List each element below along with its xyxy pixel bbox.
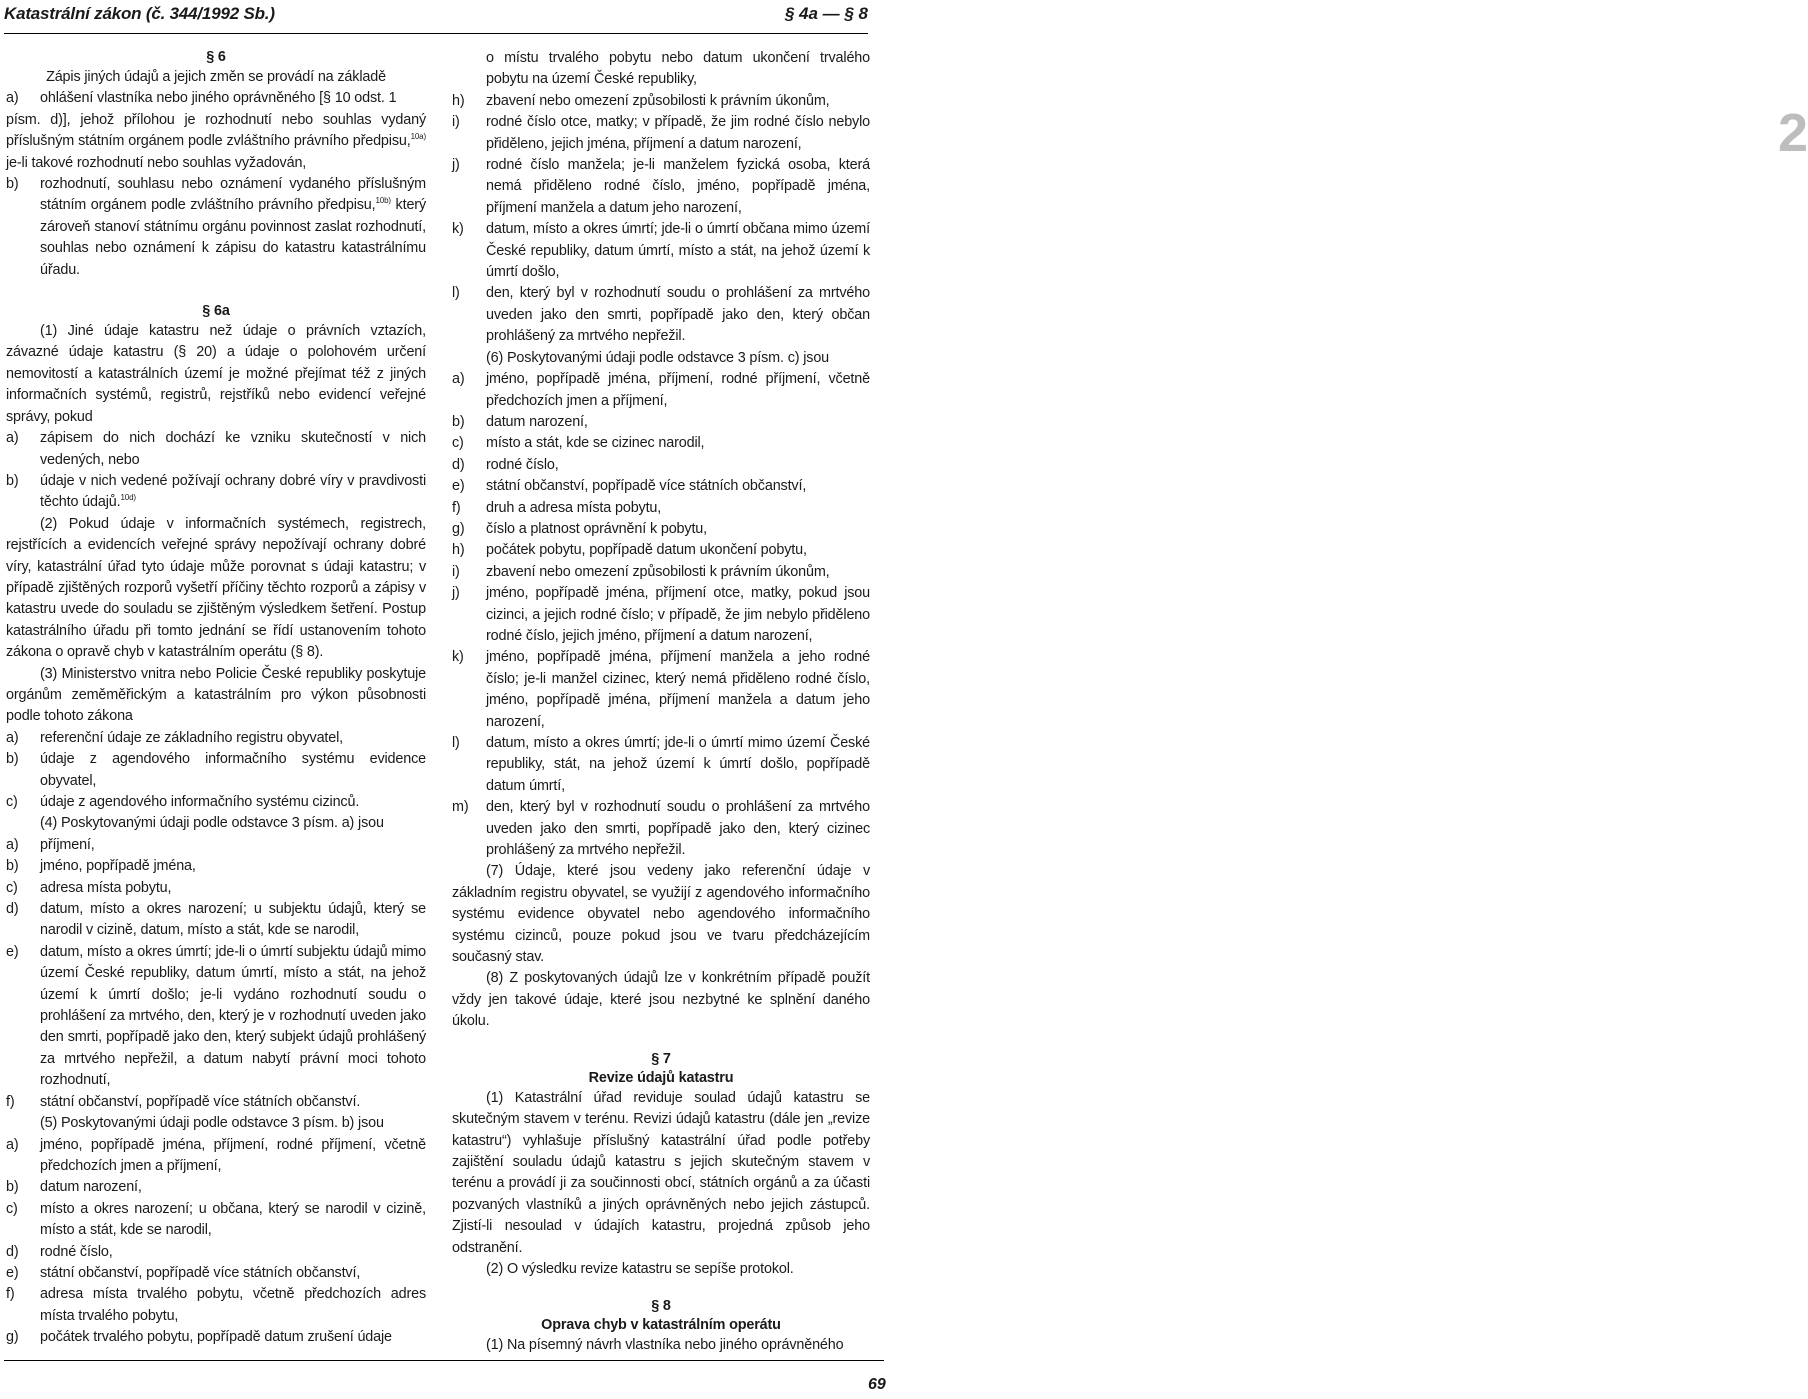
item-text: datum, místo a okres úmrtí; jde-li o úmrtí občana mimo území České republiky, datum úmrtí, místo a stát, na jehož území k úmrtí došlo, xyxy=(486,221,870,281)
section-7-paragraph-2: (2) O výsledku revize katastru se sepíše protokol. xyxy=(486,1260,794,1277)
paragraph-7: (7) Údaje, které jsou vedeny jako referenční údaje v základním registru obyvatel, se využijí z agendového informačního systému evidence obyvatel nebo agendového informačního systému cizinců, pouze pokud jsou ve tvaru předcházejícím současný stav. xyxy=(452,863,870,966)
item-marker: b) xyxy=(6,751,19,768)
item-text: jméno, popřípadě jména, xyxy=(40,858,196,875)
item-marker: a) xyxy=(6,836,19,853)
item-marker: a) xyxy=(6,430,19,447)
chapter-number: 2 xyxy=(1778,103,1808,163)
item-marker: j) xyxy=(452,157,460,174)
page-number: 69 xyxy=(868,1376,886,1393)
item-text: rodné číslo, xyxy=(40,1243,113,1260)
item-text: jméno, popřípadě jména, příjmení otce, matky, pokud jsou cizinci, a jejich rodné číslo; v případě, že jim nebylo přiděleno rodné číslo, jejich jméno, příjmení a datum narození, xyxy=(486,585,870,644)
cont-list xyxy=(452,91,870,348)
list-item xyxy=(6,1135,426,1178)
item-marker: i) xyxy=(452,563,460,580)
section-6a-heading: § 6a xyxy=(202,303,230,320)
item-marker: j) xyxy=(452,585,460,602)
list-item xyxy=(6,749,426,792)
item-text: ohlášení vlastníka nebo jiného oprávněného [§ 10 odst. 1 xyxy=(40,90,397,107)
item-marker: i) xyxy=(452,114,460,131)
item-text: rodné číslo, xyxy=(486,456,559,473)
list-item xyxy=(452,562,870,583)
section-range: § 4a — § 8 xyxy=(784,4,868,23)
item-text: rodné číslo otce, matky; v případě, že jim rodné číslo nebylo přiděleno, jejich jména, příjmení a datum narození, xyxy=(486,114,870,152)
item-marker: m) xyxy=(452,799,469,816)
list-item xyxy=(6,1284,426,1327)
section-6-intro: Zápis jiných údajů a jejich změn se provádí na základě xyxy=(46,69,386,85)
list-item xyxy=(452,498,870,519)
item-text: referenční údaje ze základního registru obyvatel, xyxy=(40,729,344,746)
item-marker: a) xyxy=(6,1136,19,1153)
item-text: údaje z agendového informačního systému cizinců. xyxy=(40,794,360,810)
paragraph-8: (8) Z poskytovaných údajů lze v konkrétním případě použít vždy jen takové údaje, které jsou nezbytné ke splnění daného úkolu. xyxy=(452,970,870,1030)
item-marker: l) xyxy=(452,285,460,302)
list-item xyxy=(452,540,870,561)
item-marker: d) xyxy=(6,901,19,918)
p5-list xyxy=(6,1135,426,1349)
item-text: o místu trvalého pobytu nebo datum ukončení trvalého pobytu na území České republiky, xyxy=(486,50,870,88)
item-marker: b) xyxy=(6,176,19,193)
section-6-a-cont: písm. d)], jehož přílohou je rozhodnutí nebo souhlas vydaný příslušným státním orgánem podle zvláštního právního předpisu,$^{10a)}$ je-li takové rozhodnutí nebo souhlas vyžadován, xyxy=(6,111,426,171)
right-column xyxy=(452,48,870,1357)
running-title: Katastrální zákon (č. 344/1992 Sb.) xyxy=(4,4,275,23)
list-item xyxy=(6,428,426,471)
list-item xyxy=(452,476,870,497)
item-text: rodné číslo manžela; je-li manželem fyzická osoba, která nemá přiděleno rodné číslo, jméno, popřípadě jména, příjmení manžela a datum jeho narození, xyxy=(486,157,870,216)
item-text: datum, místo a okres úmrtí; jde-li o úmrtí mimo území České republiky, stát, na jehož území k úmrtí došlo, popřípadě datum úmrtí, xyxy=(486,735,870,794)
item-text: jméno, popřípadě jména, příjmení manžela a jeho rodné číslo; je-li manžel cizinec, který nemá přiděleno rodné číslo, jméno, popřípadě jména, příjmení manžela a datum jeho narození, xyxy=(486,649,870,730)
item-marker: k) xyxy=(452,649,464,666)
section-8-paragraph-1: (1) Na písemný návrh vlastníka nebo jiného oprávněného xyxy=(486,1337,844,1354)
list-item xyxy=(452,733,870,797)
item-text: adresa místa trvalého pobytu, včetně předchozích adres místa trvalého pobytu, xyxy=(40,1286,426,1324)
item-marker: b) xyxy=(6,472,19,489)
list-item xyxy=(452,455,870,476)
list-item xyxy=(452,219,870,283)
list-item xyxy=(6,1263,426,1284)
list-item xyxy=(6,942,426,1092)
item-text: druh a adresa místa pobytu, xyxy=(486,499,662,516)
list-item xyxy=(6,728,426,749)
item-marker: f) xyxy=(6,1093,15,1110)
list-item xyxy=(6,792,426,813)
item-text: státní občanství, popřípadě více státních občanství, xyxy=(486,478,807,495)
list-item xyxy=(452,583,870,647)
item-marker: b) xyxy=(6,858,19,875)
item-text: místo a okres narození; u občana, který se narodil v cizině, místo a stát, kde se narodil, xyxy=(40,1200,426,1239)
list-item xyxy=(6,1177,426,1198)
section-7-paragraph-1: (1) Katastrální úřad reviduje soulad údajů katastru se skutečným stavem v terénu. Revizi údajů katastru (dále jen „revize katastru“) vyhlašuje příslušný katastrální úřad podle potřeby zajištění souladu údajů katastru s jejich skutečným stavem v terénu a provádí ji za součinnosti obcí, státních orgánů a za účasti pozvaných vlastníků a jiných oprávněných nebo jejich zástupců. Zjistí-li nesoulad v údajích katastru, projedná způsob jeho odstranění. xyxy=(452,1089,870,1256)
item-text: den, který byl v rozhodnutí soudu o prohlášení za mrtvého uveden jako den smrti, popřípadě jako den, který občan prohlášený za mrtvého nepřežil. xyxy=(486,285,870,345)
item-text: zbavení nebo omezení způsobilosti k právním úkonům, xyxy=(486,92,830,109)
item-marker: c) xyxy=(452,435,464,452)
item-marker: f) xyxy=(452,499,461,516)
list-item xyxy=(452,797,870,861)
section-8-heading: § 8 xyxy=(651,1298,671,1315)
list-item-continued xyxy=(452,48,870,91)
item-marker: e) xyxy=(6,1264,19,1281)
item-text: datum, místo a okres úmrtí; jde-li o úmrtí subjektu údajů mimo území České republiky, datum úmrtí, místo a stát, na jehož území k úmrtí došlo; je-li vydáno rozhodnutí soudu o prohlášení za mrtvého, den, který je v rozhodnutí uveden jako den smrti, popřípadě jako den, který subjekt údajů prohlášený za mrtvého nepřežil, a datum nabytí právní moci tohoto rozhodnutí, xyxy=(40,943,426,1089)
item-text: adresa místa pobytu, xyxy=(40,879,172,896)
item-text: státní občanství, popřípadě více státních občanství. xyxy=(40,1093,361,1110)
header-rule xyxy=(4,33,868,34)
paragraph-2: (2) Pokud údaje v informačních systémech, registrech, rejstřících a evidencích veřejné správy nepožívají ochrany dobré víry, katastrální úřad tyto údaje může porovnat s údaji katastru; v případě zjištěných rozporů vyšetří příčiny těchto rozporů a zápisy v katastru uvede do souladu se zjištěným výsledkem šetření. Postup katastrálního úřadu při tomto jednání se řídí ustanovením tohoto zákona o opravě chyb v katastrálním operátu (§ 8). xyxy=(6,515,426,661)
list-item xyxy=(452,412,870,433)
item-marker: f) xyxy=(6,1286,15,1303)
section-6-heading: § 6 xyxy=(206,49,226,65)
list-item xyxy=(452,433,870,454)
item-marker: e) xyxy=(6,943,19,960)
list-item xyxy=(6,899,426,942)
item-marker: c) xyxy=(6,879,18,896)
item-text: číslo a platnost oprávnění k pobytu, xyxy=(486,520,707,537)
item-text: datum, místo a okres narození; u subjektu údajů, který se narodil v cizině, datum, místo a stát, kde se narodil, xyxy=(40,901,426,939)
section-8-title: Oprava chyb v katastrálním operátu xyxy=(541,1317,781,1334)
item-marker: l) xyxy=(452,735,460,751)
item-text: údaje z agendového informačního systému evidence obyvatel, xyxy=(40,751,426,789)
list-item xyxy=(452,647,870,733)
item-marker: a) xyxy=(6,729,19,746)
list-item: b) údaje v nich vedené požívají ochrany dobré víry v pravdivosti těchto údajů.$^{10d)}$ xyxy=(6,471,426,514)
paragraph-6: (6) Poskytovanými údaji podle odstavce 3 písm. c) jsou xyxy=(486,349,830,366)
item-marker: d) xyxy=(452,456,465,473)
item-text: jméno, popřípadě jména, příjmení, rodné příjmení, včetně předchozích jmen a příjmení, xyxy=(40,1136,426,1174)
section-7-title: Revize údajů katastru xyxy=(588,1069,734,1086)
left-column xyxy=(6,48,426,1349)
list-item xyxy=(6,1199,426,1242)
item-marker: k) xyxy=(452,221,464,238)
list-item xyxy=(6,878,426,899)
item-text: jméno, popřípadě jména, příjmení, rodné příjmení, včetně předchozích jmen a příjmení, xyxy=(486,371,870,409)
list-item xyxy=(452,155,870,219)
list-item xyxy=(452,369,870,412)
section-7-heading: § 7 xyxy=(651,1050,671,1067)
item-text: datum narození, xyxy=(40,1179,142,1196)
item-marker: e) xyxy=(452,478,465,495)
item-marker: b) xyxy=(6,1179,19,1196)
list-item xyxy=(6,856,426,877)
item-text: den, který byl v rozhodnutí soudu o prohlášení za mrtvého uveden jako den smrti, popřípadě jako den, který cizinec prohlášený za mrtvého nepřežil. xyxy=(486,799,870,859)
paragraph-5: (5) Poskytovanými údaji podle odstavce 3 písm. b) jsou xyxy=(40,1115,384,1132)
page-header xyxy=(0,0,960,40)
item-marker: a) xyxy=(6,90,19,107)
item-marker: h) xyxy=(452,542,465,559)
list-item xyxy=(452,91,870,112)
paragraph-3: (3) Ministerstvo vnitra nebo Policie České republiky poskytuje orgánům zeměměřickým a katastrálním pro výkon působnosti podle tohoto zákona xyxy=(6,665,426,725)
item-text: datum narození, xyxy=(486,413,588,430)
item-marker: d) xyxy=(6,1243,19,1260)
footer-rule xyxy=(4,1360,884,1361)
item-text: státní občanství, popřípadě více státních občanství, xyxy=(40,1264,361,1281)
footnote-ref: 10a) xyxy=(410,132,426,142)
item-text: zbavení nebo omezení způsobilosti k právním úkonům, xyxy=(486,563,830,580)
list-item xyxy=(452,112,870,155)
list-item xyxy=(6,1092,426,1113)
footnote-ref: 10b) xyxy=(375,196,391,206)
list-item xyxy=(452,283,870,347)
list-item xyxy=(6,835,426,856)
item-text: příjmení, xyxy=(40,836,95,853)
item-marker: c) xyxy=(6,794,18,810)
list-item xyxy=(6,1327,426,1348)
p4-list xyxy=(6,835,426,1113)
item-marker: a) xyxy=(452,371,465,388)
item-text: počátek trvalého pobytu, popřípadě datum zrušení údaje xyxy=(40,1329,392,1346)
list-item xyxy=(6,88,426,109)
item-marker: c) xyxy=(6,1200,18,1217)
item-marker: g) xyxy=(6,1329,19,1346)
list-item xyxy=(452,519,870,540)
item-text: místo a stát, kde se cizinec narodil, xyxy=(486,435,705,452)
paragraph-4: (4) Poskytovanými údaji podle odstavce 3 písm. a) jsou xyxy=(40,815,384,832)
item-marker: b) xyxy=(452,413,465,430)
list-item: b) rozhodnutí, souhlasu nebo oznámení vydaného příslušným státním orgánem podle zvláštního právního předpisu,$^{10b)}$ který zároveň stanoví státnímu orgánu povinnost zaslat rozhodnutí, souhlas nebo oznámení k zápisu do katastru katastrálnímu úřadu. xyxy=(6,174,426,281)
chapter-tab xyxy=(880,0,1808,1399)
item-text: zápisem do nich dochází ke vzniku skutečností v nich vedených, nebo xyxy=(40,430,426,468)
footnote-ref: 10d) xyxy=(120,493,136,503)
p6-list xyxy=(452,369,870,861)
paragraph-1: (1) Jiné údaje katastru než údaje o právních vztazích, závazné údaje katastru (§ 20) a údaje o polohovém určení nemovitostí a katastrálních území je možné přejímat též z jiných informačních systémů, registrů, rejstříků nebo evidencí veřejné správy, pokud xyxy=(6,323,426,425)
p3-list xyxy=(6,728,426,814)
item-text: počátek pobytu, popřípadě datum ukončení pobytu, xyxy=(486,542,807,559)
item-marker: g) xyxy=(452,520,465,537)
item-marker: h) xyxy=(452,92,465,109)
list-item xyxy=(6,1242,426,1263)
